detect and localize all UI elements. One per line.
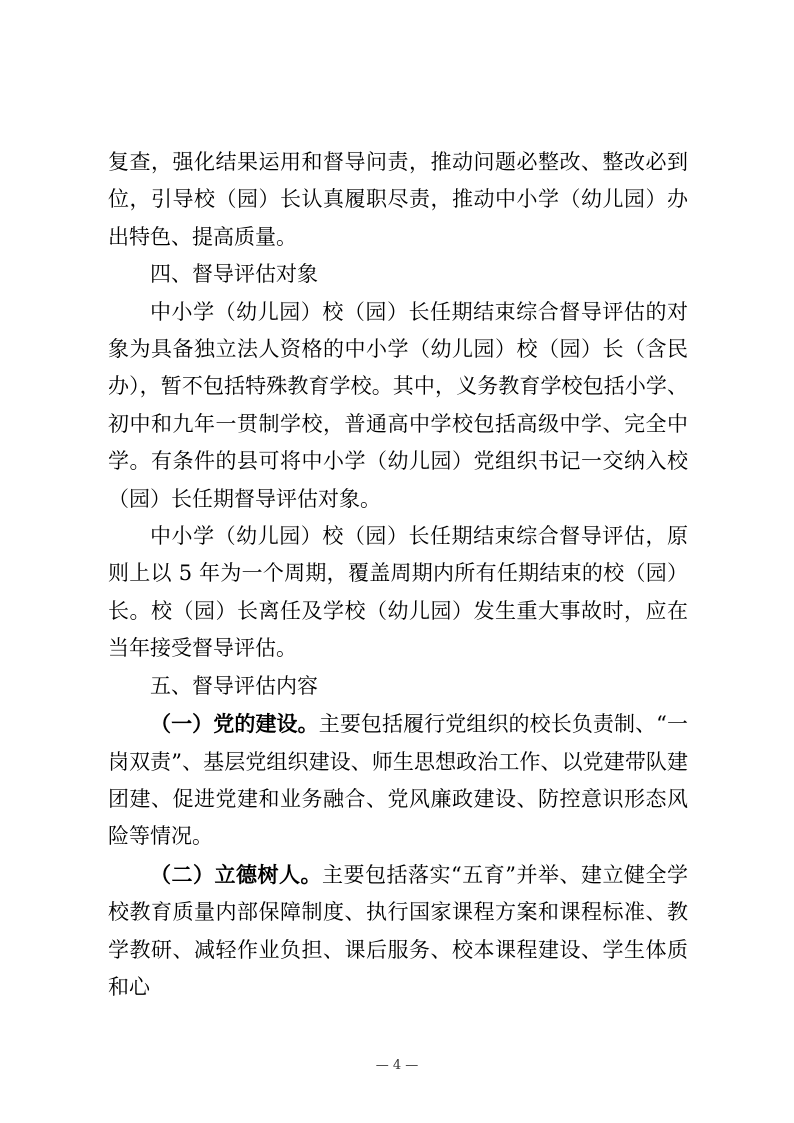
section-heading-4: 四、督导评估对象 <box>150 262 318 287</box>
paragraph-moral-education <box>108 856 688 1007</box>
party-building-text: 主要包括履行党组织的校长负责制、“一岗双责”、基层党组织建设、师生思想政治工作、以党建带队建团建、促进党建和业务融合、党风廉政建设、防控意识形态风险等情况。 <box>108 712 689 849</box>
paragraph-targets-2: 中小学（幼儿园）校（园）长任期结束综合督导评估，原则上以 5 年为一个周期，覆盖周期内所有任期结束的校（园）长。校（园）长离任及学校（幼儿园）发生重大事故时，应在当年接受督导评估。 <box>108 524 688 661</box>
section-heading-5: 五、督导评估内容 <box>150 673 318 698</box>
subheading-party-building: （一）党的建设。 <box>150 711 319 737</box>
document-body <box>108 144 688 1006</box>
page-number: — 4 — <box>375 1058 419 1073</box>
paragraph-continuation: 复查，强化结果运用和督导问责，推动问题必整改、整改必到位，引导校（园）长认真履职尽责，推动中小学（幼儿园）办出特色、提高质量。 <box>108 150 688 249</box>
subheading-moral-education: （二）立德树人。 <box>150 861 323 887</box>
paragraph-party-building <box>108 705 688 856</box>
moral-education-text: 主要包括落实“五育”并举、建立健全学校教育质量内部保障制度、执行国家课程方案和课程标准、教学教研、减轻作业负担、课后服务、校本课程建设、学生体质和心 <box>108 862 688 999</box>
paragraph-targets-1: 中小学（幼儿园）校（园）长任期结束综合督导评估的对象为具备独立法人资格的中小学（幼儿园）校（园）长（含民办），暂不包括特殊教育学校。其中，义务教育学校包括小学、初中和九年一贯制学校，普通高中学校包括高级中学、完全中学。有条件的县可将中小学（幼儿园）党组织书记一交纳入校（园）长任期督导评估对象。 <box>108 299 688 511</box>
